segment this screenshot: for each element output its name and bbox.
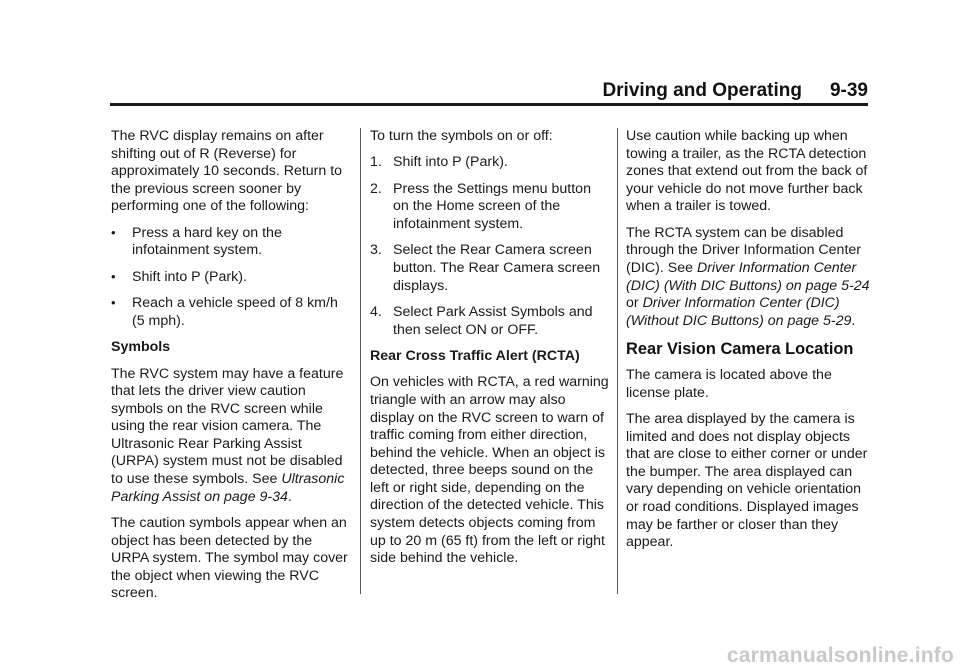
paragraph: On vehicles with RCTA, a red warning triangle with an arrow may also display on the RVC screen to warn of traffic coming from either direction, behind the vehicle. When an object is detected, three beeps sound on the left or right side, depending on the direction of the detected vehicle. This system detects objects coming from up to 20 m (65 ft) from the left or right side behind the vehicle. — [370, 374, 609, 567]
step-item: 3. Select the Rear Camera screen button. The Rear Camera screen displays. — [370, 242, 601, 294]
bullet-item: • Shift into P (Park). — [111, 268, 247, 285]
bullet-icon: • — [111, 295, 116, 311]
section-heading: Rear Vision Camera Location — [626, 340, 854, 359]
section-title: Driving and Operating — [602, 80, 802, 101]
subheading-symbols: Symbols — [111, 339, 171, 356]
watermark: carmanualsonline.info — [726, 644, 954, 667]
cross-reference-link[interactable]: Driver Information Center (DIC) (With DIC Buttons) on page 5-24 — [626, 259, 870, 294]
column-2 — [370, 128, 610, 577]
paragraph: Use caution while backing up when towing a trailer, as the RCTA detection zones that extend out from the back of your vehicle do not move further back when a trailer is towed. — [626, 128, 868, 215]
bullet-icon: • — [111, 224, 116, 240]
bullet-item: • Press a hard key on the infotainment system. — [111, 224, 282, 259]
cross-reference-link[interactable]: Driver Information Center (DIC) (Without DIC Buttons) on page 5-29 — [626, 295, 852, 329]
page-header — [602, 80, 868, 102]
column-1 — [111, 128, 353, 612]
subheading-rcta: Rear Cross Traffic Alert (RCTA) — [370, 347, 580, 364]
bullet-item: • Reach a vehicle speed of 8 km/h (5 mph). — [111, 295, 338, 329]
step-item: 4. Select Park Assist Symbols and then select ON or OFF. — [370, 303, 593, 338]
step-item: 1. Shift into P (Park). — [370, 154, 508, 171]
bullet-icon: • — [111, 268, 116, 284]
column-3 — [626, 128, 870, 561]
step-item: 2. Press the Settings menu button on the Home screen of the infotainment system. — [370, 180, 591, 232]
paragraph: The caution symbols appear when an object has been detected by the URPA system. The symbol may cover the object when viewing the RVC screen. — [111, 515, 348, 602]
header-rule — [110, 103, 868, 106]
paragraph: The RCTA system can be disabled through the Driver Information Center (DIC). See Driver Information Center (DIC) (With DIC Buttons) on page 5-24 or Driver Information Center (DIC) (Without DIC Buttons) on page 5-29. — [626, 224, 870, 329]
column-divider — [360, 128, 361, 594]
cross-reference-link[interactable]: Ultrasonic Parking Assist on page 9-34 — [111, 471, 345, 505]
paragraph: The area displayed by the camera is limited and does not display objects that are close to either corner or under the bumper. The area displayed can vary depending on vehicle orientation or road conditions. Displayed images may be farther or closer than they appear. — [626, 411, 868, 551]
column-divider — [617, 128, 618, 594]
paragraph: The RVC display remains on after shifting out of R (Reverse) for approximately 10 seconds. Return to the previous screen sooner by performing one of the following: — [111, 128, 343, 215]
paragraph: The RVC system may have a feature that lets the driver view caution symbols on the RVC screen while using the rear vision camera. The Ultrasonic Rear Parking Assist (URPA) system must not be disabled to use these symbols. See Ultrasonic Parking Assist on page 9-34. — [111, 365, 345, 505]
page-number: 9-39 — [829, 80, 868, 101]
paragraph: To turn the symbols on or off: — [370, 128, 553, 144]
paragraph: The camera is located above the license plate. — [626, 367, 832, 401]
